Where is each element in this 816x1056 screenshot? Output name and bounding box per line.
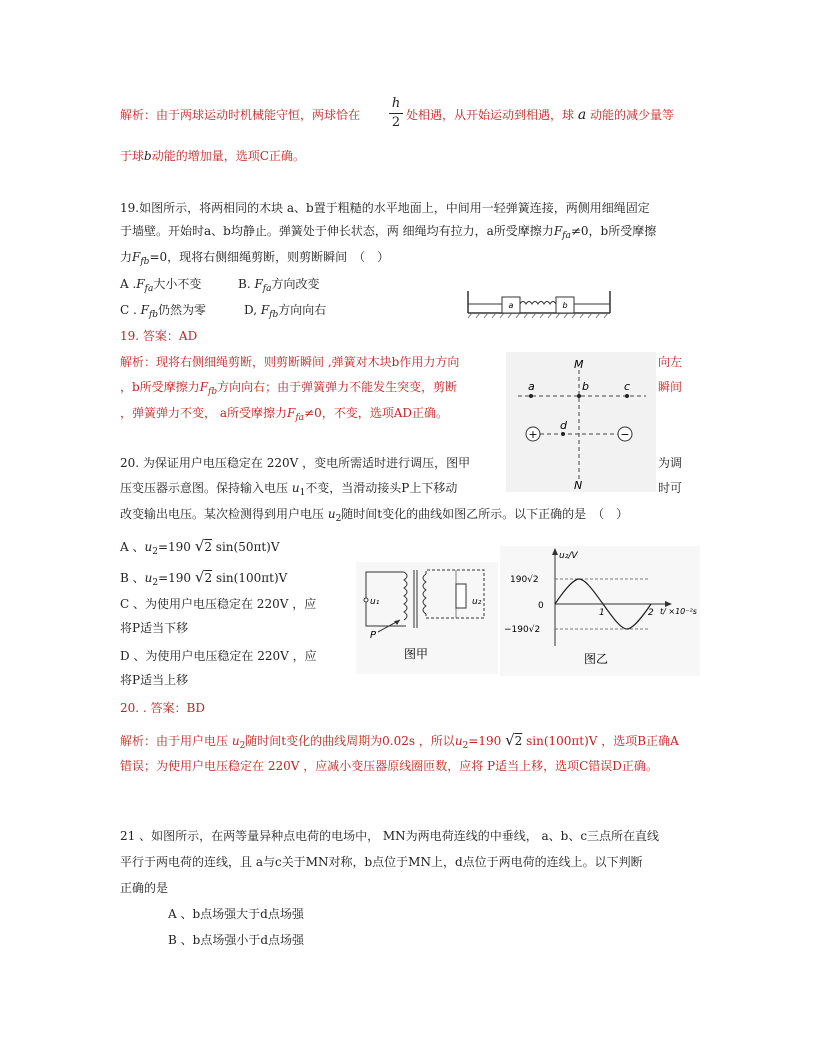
- option-text: 大小不变: [153, 277, 202, 291]
- load-resistor: [456, 584, 466, 608]
- electric-field-figure: [506, 352, 656, 492]
- amplitude-text: =190: [157, 540, 191, 554]
- fraction-denominator: 2: [391, 115, 401, 130]
- sqrt-sign: √: [505, 731, 515, 749]
- analysis-text: 于球: [120, 149, 145, 163]
- q19-answer: 19. 答案：AD: [120, 329, 198, 343]
- option-text: 方向改变: [271, 277, 320, 291]
- force-subscript: fa: [562, 231, 571, 241]
- stem-text: ≠0，b所受摩擦: [570, 224, 657, 238]
- label-m: M: [574, 358, 584, 371]
- label-d: d: [560, 419, 567, 432]
- sqrt-radicand: 2: [204, 540, 212, 554]
- stem-text: 于墙壁。开始时a、b均静止。弹簧处于伸长状态，两 细绳均有拉力，a所受摩擦力: [120, 224, 554, 238]
- analysis-text: 动能的增加量，选项C正确。: [151, 149, 305, 163]
- force-symbol: F: [199, 380, 209, 394]
- label-n: N: [574, 479, 583, 492]
- y-tick-bottom: −190√2: [504, 625, 541, 635]
- q19-option-a: [120, 276, 201, 292]
- sqrt-sign: √: [194, 537, 205, 555]
- force-subscript: fb: [140, 257, 150, 267]
- amplitude-text: =190: [158, 571, 192, 585]
- q21-option-b: B 、b点场强小于d点场强: [168, 933, 304, 947]
- q19-analysis-line-2-end: 瞬间: [658, 380, 683, 394]
- force-symbol: F: [140, 303, 149, 317]
- x-tick-1: 1: [599, 608, 605, 618]
- negative-charge-sign: −: [620, 428, 630, 441]
- point-b: [577, 394, 581, 398]
- force-subscript: fb: [148, 310, 159, 320]
- q20-stem-line-1-end: 为调: [658, 456, 683, 470]
- option-letter: B.: [238, 277, 255, 291]
- y-axis-label: u₂/V: [559, 551, 578, 561]
- sine-term: sin(50πt)V: [215, 540, 280, 554]
- q19-option-b: [238, 276, 320, 292]
- q19-stem-line-2: [120, 223, 656, 239]
- analysis-text: ≠0，不变，选项AD正确。: [304, 406, 448, 420]
- option-text: 方向向右: [278, 303, 327, 317]
- analysis-18-line-1: [120, 107, 360, 123]
- block-a-label: a: [508, 301, 514, 310]
- block-b-label: b: [562, 301, 568, 310]
- q19-analysis-line-3: [120, 405, 448, 421]
- q20-option-b: [120, 569, 287, 586]
- option-letter: A 、: [120, 540, 145, 554]
- q19-analysis-line-1: 解析：现将右侧细绳剪断，则剪断瞬间 ,弹簧对木块b作用力方向: [120, 355, 460, 369]
- point-c: [625, 394, 629, 398]
- q20-option-a: [120, 538, 280, 555]
- option-letter: A .: [120, 277, 137, 291]
- force-symbol: F: [553, 224, 563, 238]
- voltage-symbol: u: [231, 734, 240, 748]
- q20-option-d-line-1: D 、为使用户电压稳定在 220V ，应: [120, 649, 317, 663]
- voltage-symbol: u: [291, 481, 300, 495]
- force-symbol: F: [254, 277, 263, 291]
- sqrt-radicand: 2: [514, 734, 523, 748]
- voltage-subscript: 2: [152, 547, 158, 557]
- q21-stem-line-1: 21 、如图所示，在两等量异种点电荷的电场中， MN为两电荷连线的中垂线， a、b、c三点所在直线: [120, 829, 660, 843]
- stem-text: 改变输出电压。某次检测得到用户电压: [120, 507, 328, 521]
- spring-blocks-figure: [466, 289, 614, 319]
- voltage-subscript: 1: [299, 488, 306, 498]
- q20-option-c-line-1: C 、为使用户电压稳定在 220V ，应: [120, 597, 317, 611]
- q20-stem-line-2: [120, 480, 457, 496]
- sine-term: sin(100πt)V: [215, 571, 288, 585]
- analysis-text: 解析：由于用户电压: [120, 734, 232, 748]
- stem-text: =0，现将右侧细绳剪断，则剪断瞬间 （ ）: [149, 250, 390, 264]
- sqrt-sign: √: [194, 568, 205, 586]
- input-terminal: [364, 598, 368, 602]
- x-tick-2: 2: [648, 608, 654, 618]
- x-axis-label: t/ ×10⁻²s: [660, 607, 697, 616]
- voltage-subscript: 2: [335, 514, 342, 524]
- q19-stem-line-3: [120, 249, 389, 265]
- point-a: [529, 394, 533, 398]
- y-tick-top: 190√2: [510, 575, 539, 585]
- analysis-text: 动能的减少量等: [590, 108, 675, 122]
- force-symbol: F: [132, 250, 141, 264]
- u2-label: u₂: [472, 597, 482, 607]
- q20-option-c-line-2: 将P适当下移: [120, 621, 189, 635]
- option-text: 仍然为零: [158, 303, 207, 317]
- option-letter: B 、: [120, 571, 145, 585]
- fraction-h-over-2: [389, 96, 403, 131]
- q21-option-a: A 、b点场强大于d点场强: [168, 907, 304, 921]
- voltage-symbol: u: [327, 507, 336, 521]
- amplitude-text: =190: [468, 734, 502, 748]
- force-symbol: F: [286, 406, 296, 420]
- analysis-18-line-1-cont: [406, 107, 674, 123]
- u1-label: u₁: [370, 597, 380, 607]
- voltage-symbol: u: [144, 540, 153, 554]
- option-letter: C .: [120, 303, 141, 317]
- label-c: c: [624, 380, 631, 393]
- stem-text: 随时间t变化的曲线如图乙所示。以下正确的是 （ ）: [341, 507, 629, 521]
- force-subscript: fb: [208, 387, 218, 397]
- q19-option-c: [120, 302, 206, 318]
- analysis-text: 解析：由于两球运动时机械能守恒，两球恰在: [120, 108, 361, 122]
- point-d: [561, 432, 565, 436]
- q19-option-d: [244, 302, 326, 318]
- sqrt-radicand: 2: [204, 571, 213, 585]
- force-subscript: fb: [269, 310, 279, 320]
- p-label: P: [370, 630, 377, 641]
- sine-graph: [500, 546, 700, 676]
- force-symbol: F: [260, 303, 270, 317]
- force-subscript: fa: [262, 284, 272, 294]
- y-tick-zero: 0: [538, 601, 544, 611]
- q20-answer: 20. . 答案：BD: [120, 701, 205, 715]
- figure-background: [506, 352, 656, 492]
- q20-stem-line-3: [120, 506, 628, 522]
- analysis-text: sin(100πt)V ，选项B正确A: [526, 734, 679, 748]
- stem-text: 压变压器示意图。保持输入电压: [120, 481, 292, 495]
- force-symbol: F: [136, 277, 145, 291]
- figure-yi-caption: 图乙: [583, 652, 609, 666]
- q20-stem-line-2-end: 时可: [658, 481, 683, 495]
- force-subscript: fa: [295, 413, 305, 423]
- q20-analysis-line-2: 错误；为使用户电压稳定在 220V ，应减小变压器原线圈匝数，应将 P适当上移，选项C错误D正确。: [120, 759, 658, 773]
- q21-stem-line-2: 平行于两电荷的连线，且 a与c关于MN对称，b点位于MN上，d点位于两电荷的连线上。以下判断: [120, 855, 643, 869]
- label-b: b: [582, 380, 589, 393]
- q19-stem-line-1: 19.如图所示，将两相同的木块 a、b置于粗糙的水平地面上，中间用一轻弹簧连接，两侧用细绳固定: [120, 201, 650, 215]
- fraction-bar: [389, 113, 403, 114]
- analysis-text: ，b所受摩擦力: [120, 380, 200, 394]
- q20-stem-line-1: 20. 为保证用户电压稳定在 220V ，变电所需适时进行调压，图甲: [120, 456, 471, 470]
- ball-a-symbol: a: [577, 107, 587, 123]
- analysis-text: ，弹簧弹力不变， a所受摩擦力: [120, 406, 287, 420]
- stem-text: 力: [120, 250, 133, 264]
- voltage-subscript: 2: [152, 578, 159, 588]
- voltage-subscript: 2: [462, 741, 469, 751]
- q19-analysis-line-1-end: 向左: [658, 355, 683, 369]
- option-letter: D,: [244, 303, 261, 317]
- voltage-symbol: u: [144, 571, 153, 585]
- q20-analysis-line-1: [120, 732, 679, 749]
- q19-analysis-line-2: [120, 379, 457, 395]
- positive-charge-sign: +: [528, 428, 538, 441]
- analysis-text: 随时间t变化的曲线周期为0.02s ，所以: [245, 734, 455, 748]
- force-subscript: fa: [144, 284, 154, 294]
- label-a: a: [528, 380, 535, 393]
- analysis-18-line-2: [120, 148, 305, 164]
- transformer-figure: [356, 562, 498, 674]
- analysis-text: 处相遇，从开始运动到相遇，球: [406, 108, 575, 122]
- voltage-symbol: u: [454, 734, 463, 748]
- voltage-subscript: 2: [239, 741, 246, 751]
- ball-b-symbol: b: [144, 149, 152, 163]
- stem-text: 不变，当滑动接头P上下移动: [305, 481, 458, 495]
- q20-option-d-line-2: 将P适当上移: [120, 673, 189, 687]
- fraction-numerator: h: [391, 96, 401, 111]
- analysis-text: 方向向右；由于弹簧弹力不能发生突变，剪断: [217, 380, 458, 394]
- figure-jia-caption: 图甲: [403, 647, 429, 661]
- q21-stem-line-3: 正确的是: [120, 881, 169, 895]
